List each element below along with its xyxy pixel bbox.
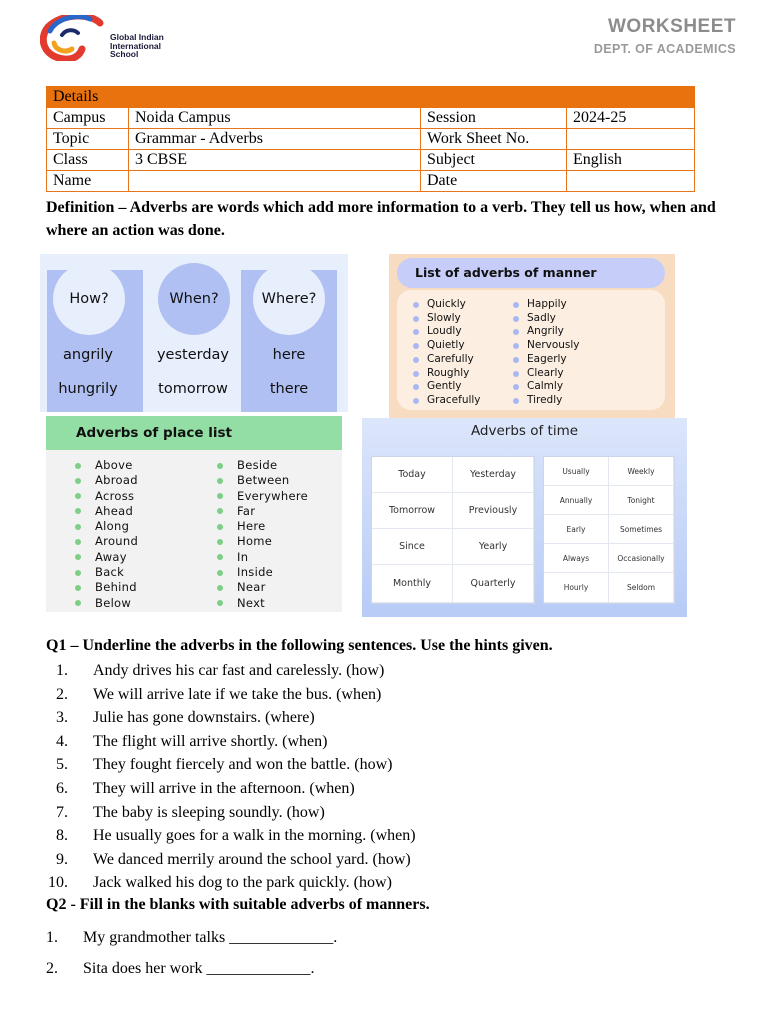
logo-emblem-icon <box>40 15 106 61</box>
q1-item: 5. They fought fiercely and won the battle. (how) <box>56 756 393 774</box>
q1-sentence: They fought fiercely and won the battle. (how) <box>93 756 393 774</box>
details-table <box>46 86 695 192</box>
q1-item: 9. We danced merrily around the school yard. (how) <box>56 850 411 868</box>
place-list-col2 <box>215 458 308 611</box>
field-label: Date <box>421 171 567 192</box>
name-field[interactable] <box>129 171 421 192</box>
when-example-2: tomorrow <box>158 381 228 397</box>
time-cell: Annually <box>544 486 609 515</box>
list-item: Tiredly <box>511 394 580 408</box>
time-cell: Seldom <box>609 573 674 603</box>
q1-item: 4. The flight will arrive shortly. (when) <box>56 732 328 750</box>
list-item: Behind <box>73 580 138 595</box>
time-cell: Tonight <box>609 486 674 515</box>
worksheet-number-field[interactable] <box>567 129 695 150</box>
q1-item: 8. He usually goes for a walk in the morning. (when) <box>56 827 416 845</box>
time-cell: Sometimes <box>609 515 674 544</box>
time-grid-right <box>543 456 675 604</box>
q1-item: 2. We will arrive late if we take the bus. (when) <box>56 685 382 703</box>
list-item: Gracefully <box>411 394 481 408</box>
q2-item: 2. Sita does her work _____________. <box>46 960 315 977</box>
time-title: Adverbs of time <box>470 423 579 439</box>
details-row-campus <box>47 108 695 129</box>
how-column <box>47 270 143 412</box>
place-list-col1 <box>73 458 138 611</box>
when-header: When? <box>158 263 230 335</box>
q1-sentence: The flight will arrive shortly. (when) <box>93 732 328 750</box>
time-cell: Early <box>544 515 609 544</box>
q2-item: 1. My grandmother talks _____________. <box>46 929 338 946</box>
q1-sentence: Jack walked his dog to the park quickly. (how) <box>93 874 392 892</box>
time-cell: Occasionally <box>609 544 674 573</box>
list-item: Back <box>73 565 138 580</box>
list-item: Angrily <box>511 325 580 339</box>
list-item: Everywhere <box>215 489 308 504</box>
q1-heading: Q1 – Underline the adverbs in the following sentences. Use the hints given. <box>46 637 553 654</box>
list-item: In <box>215 550 308 565</box>
field-label: Campus <box>47 108 129 129</box>
q1-item: 1. Andy drives his car fast and carelessly. (how) <box>56 662 385 679</box>
time-cell: Monthly <box>372 565 453 603</box>
q1-sentence: Andy drives his car fast and carelessly. (how) <box>93 662 385 679</box>
list-item: Nervously <box>511 339 580 353</box>
details-heading: Details <box>47 87 695 108</box>
time-cell: Quarterly <box>453 565 534 603</box>
field-label: Session <box>421 108 567 129</box>
time-cell: Today <box>372 457 453 493</box>
list-item: Quietly <box>411 339 481 353</box>
time-cell: Always <box>544 544 609 573</box>
list-item: Above <box>73 458 138 473</box>
department-label: DEPT. OF ACADEMICS <box>593 42 736 56</box>
adverbs-of-place-panel <box>46 416 342 612</box>
list-item: Next <box>215 596 308 611</box>
time-cell: Yearly <box>453 529 534 565</box>
details-header-row <box>47 87 695 108</box>
list-item: Sadly <box>511 312 580 326</box>
how-when-where-panel <box>40 254 348 412</box>
q1-item: 7. The baby is sleeping soundly. (how) <box>56 803 325 821</box>
manner-list-col1 <box>411 298 481 408</box>
time-cell: Tomorrow <box>372 493 453 529</box>
definition-text: Definition – Adverbs are words which add more information to a verb. They tell us how, when and where an action was done. <box>46 199 716 239</box>
q2-sentence[interactable]: Sita does her work _____________. <box>83 960 315 977</box>
when-example-1: yesterday <box>156 347 230 363</box>
time-grid-left <box>371 456 535 604</box>
list-item: Across <box>73 489 138 504</box>
when-column <box>145 270 241 412</box>
worksheet-title: WORKSHEET <box>608 16 736 37</box>
list-item: Loudly <box>411 325 481 339</box>
field-label: Work Sheet No. <box>421 129 567 150</box>
list-item: Along <box>73 519 138 534</box>
manner-list-col2 <box>511 298 580 408</box>
field-value: Grammar - Adverbs <box>129 129 421 150</box>
time-cell: Previously <box>453 493 534 529</box>
list-item: Away <box>73 550 138 565</box>
list-item: Ahead <box>73 504 138 519</box>
list-item: Near <box>215 580 308 595</box>
list-item: Abroad <box>73 473 138 488</box>
how-header: How? <box>53 263 125 335</box>
q1-sentence: He usually goes for a walk in the morning. (when) <box>93 827 416 845</box>
list-item: Here <box>215 519 308 534</box>
time-cell: Weekly <box>609 457 674 486</box>
list-item: Inside <box>215 565 308 580</box>
details-row-name <box>47 171 695 192</box>
time-cell: Usually <box>544 457 609 486</box>
q1-list <box>46 659 416 895</box>
q1-sentence: We danced merrily around the school yard. (how) <box>93 850 411 868</box>
list-item: Calmly <box>511 380 580 394</box>
field-value: Noida Campus <box>129 108 421 129</box>
place-title: Adverbs of place list <box>46 416 342 450</box>
how-example-2: hungrily <box>58 381 118 397</box>
list-item: Beside <box>215 458 308 473</box>
field-label: Subject <box>421 150 567 171</box>
time-cell: Yesterday <box>453 457 534 493</box>
field-label: Name <box>47 171 129 192</box>
list-item: Slowly <box>411 312 481 326</box>
school-logo <box>40 15 190 61</box>
q1-item: 3. Julie has gone downstairs. (where) <box>56 709 315 727</box>
list-item: Home <box>215 534 308 549</box>
field-label: Topic <box>47 129 129 150</box>
list-item: Quickly <box>411 298 481 312</box>
list-item: Roughly <box>411 367 481 381</box>
q1-sentence: We will arrive late if we take the bus. (when) <box>93 685 382 703</box>
manner-list-box <box>397 290 665 410</box>
list-item: Carefully <box>411 353 481 367</box>
where-example-2: there <box>269 381 309 397</box>
details-row-topic <box>47 129 695 150</box>
time-cell: Hourly <box>544 573 609 603</box>
details-row-class <box>47 150 695 171</box>
where-column <box>241 270 337 412</box>
q2-heading: Q2 - Fill in the blanks with suitable adverbs of manners. <box>46 896 430 913</box>
time-cell: Since <box>372 529 453 565</box>
field-value: English <box>567 150 695 171</box>
list-item: Clearly <box>511 367 580 381</box>
list-item: Gently <box>411 380 481 394</box>
where-example-1: here <box>272 347 306 363</box>
where-header: Where? <box>253 263 325 335</box>
list-item: Around <box>73 534 138 549</box>
q1-sentence: They will arrive in the afternoon. (when) <box>93 779 355 797</box>
q1-sentence: Julie has gone downstairs. (where) <box>93 709 315 727</box>
q1-sentence: The baby is sleeping soundly. (how) <box>93 803 325 821</box>
manner-title: List of adverbs of manner <box>397 258 665 288</box>
field-label: Class <box>47 150 129 171</box>
list-item: Below <box>73 596 138 611</box>
field-value: 3 CBSE <box>129 150 421 171</box>
list-item: Between <box>215 473 308 488</box>
adverbs-of-manner-panel <box>389 254 675 418</box>
adverbs-of-time-panel <box>362 418 687 617</box>
date-field[interactable] <box>567 171 695 192</box>
list-item: Happily <box>511 298 580 312</box>
q2-sentence[interactable]: My grandmother talks _____________. <box>83 929 338 946</box>
q1-item: 10. Jack walked his dog to the park quickly. (how) <box>48 874 392 892</box>
list-item: Far <box>215 504 308 519</box>
how-example-1: angrily <box>63 347 113 363</box>
school-name: Global Indian International School <box>110 32 164 59</box>
q1-item: 6. They will arrive in the afternoon. (when) <box>56 779 355 797</box>
field-value: 2024-25 <box>567 108 695 129</box>
list-item: Eagerly <box>511 353 580 367</box>
